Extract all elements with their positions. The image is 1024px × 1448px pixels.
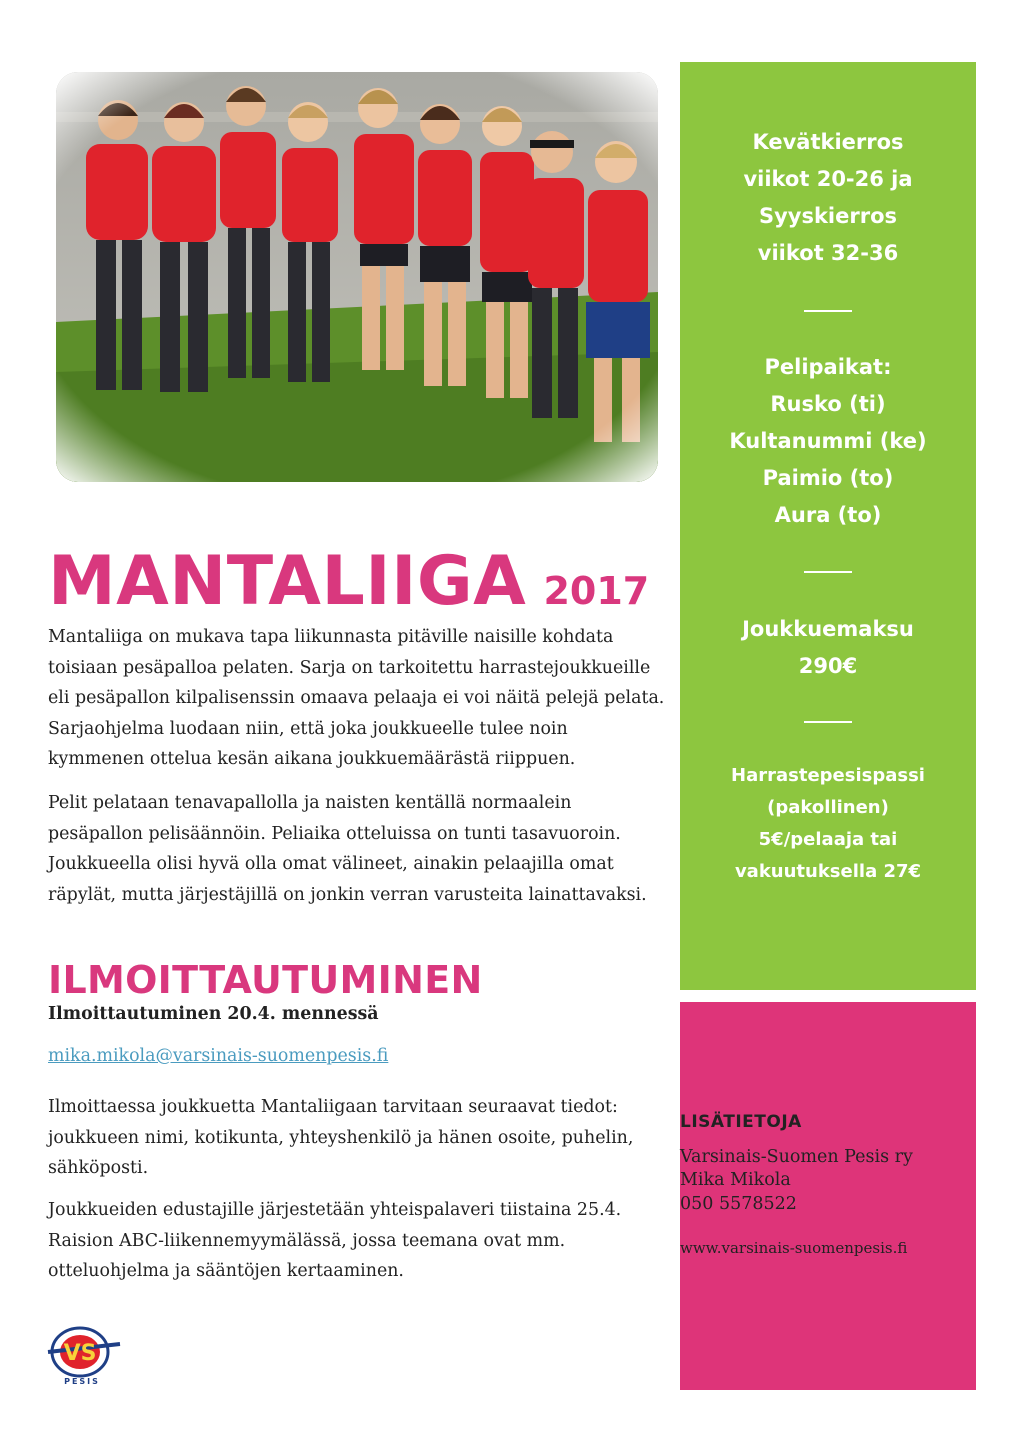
schedule-line-3: Syyskierros [758,204,898,228]
registration-paragraph-2: Joukkueiden edustajille järjestetään yhteispalaveri tiistaina 25.4. Raision ABC-liikennemyymälässä, jossa teemana ovat mm. otteluohjelma ja sääntöjen kertaaminen. [48,1200,622,1281]
info-sidebar-green [680,62,976,990]
pass-line-4: vakuutuksella 27€ [734,861,922,882]
vs-pesis-logo [44,1322,124,1392]
contact-person: Mika Mikola [680,1170,791,1190]
divider [804,571,852,573]
venue-aura: Aura (to) [774,503,882,527]
venue-kultanummi: Kultanummi (ke) [729,429,927,453]
logo-letters: VS [63,1341,97,1366]
pass-line-3: 5€/pelaaja tai [758,829,898,850]
title-main: MANTALIIGA [48,542,527,621]
team-photo [56,72,658,482]
logo-text: PESIS [64,1377,100,1386]
venue-paimio: Paimio (to) [762,466,894,490]
contact-org: Varsinais-Suomen Pesis ry [680,1147,913,1167]
divider [804,721,852,723]
fee-heading: Joukkuemaksu [742,617,914,641]
venues-heading: Pelipaikat: [764,355,892,379]
schedule-line-1: Kevätkierros [752,130,904,154]
schedule-line-4: viikot 32-36 [757,241,899,265]
divider [804,310,852,312]
contact-website[interactable]: www.varsinais-suomenpesis.fi [680,1239,908,1257]
intro-paragraph-1: Mantaliiga on mukava tapa liikunnasta pitäville naisille kohdata toisiaan pesäpalloa pelaten. Sarja on tarkoitettu harrastejoukkueille eli pesäpallon kilpalisenssin omaava pelaaja ei voi näitä pelejä pelata. Sarjaohjelma luodaan niin, että joka joukkueelle tulee noin kymmenen ottelua kesän aikana joukkuemäärästä riippuen. [48,627,665,769]
registration-heading: ILMOITTAUTUMINEN [48,958,483,1002]
contact-heading: LISÄTIETOJA [680,1112,802,1132]
team-photo-illustration [56,72,658,482]
registration-paragraph-1: Ilmoittaessa joukkuetta Mantaliigaan tarvitaan seuraavat tiedot: joukkueen nimi, kotikunta, yhteyshenkilö ja hänen osoite, puhelin, sähköposti. [48,1097,634,1178]
registration-email-link[interactable]: mika.mikola@varsinais-suomenpesis.fi [48,1046,389,1066]
venue-rusko: Rusko (ti) [770,392,886,416]
title-year: 2017 [543,569,650,613]
pass-line-1: Harrastepesispassi [731,765,925,786]
contact-phone: 050 5578522 [680,1194,797,1214]
page-title [48,542,650,621]
schedule-line-2: viikot 20-26 ja [743,167,913,191]
fee-amount: 290€ [798,654,858,678]
intro-paragraph-2: Pelit pelataan tenavapallolla ja naisten kentällä normaalein pesäpallon pelisäännöin. Peliaika otteluissa on tunti tasavuoroin. Joukkueella olisi hyvä olla omat välineet, ainakin pelaajilla omat räpylät, mutta järjestäjillä on jonkin verran varusteita lainattavaksi. [48,793,647,905]
pass-line-2: (pakollinen) [767,797,889,818]
registration-deadline: Ilmoittautuminen 20.4. mennessä [48,1004,379,1024]
